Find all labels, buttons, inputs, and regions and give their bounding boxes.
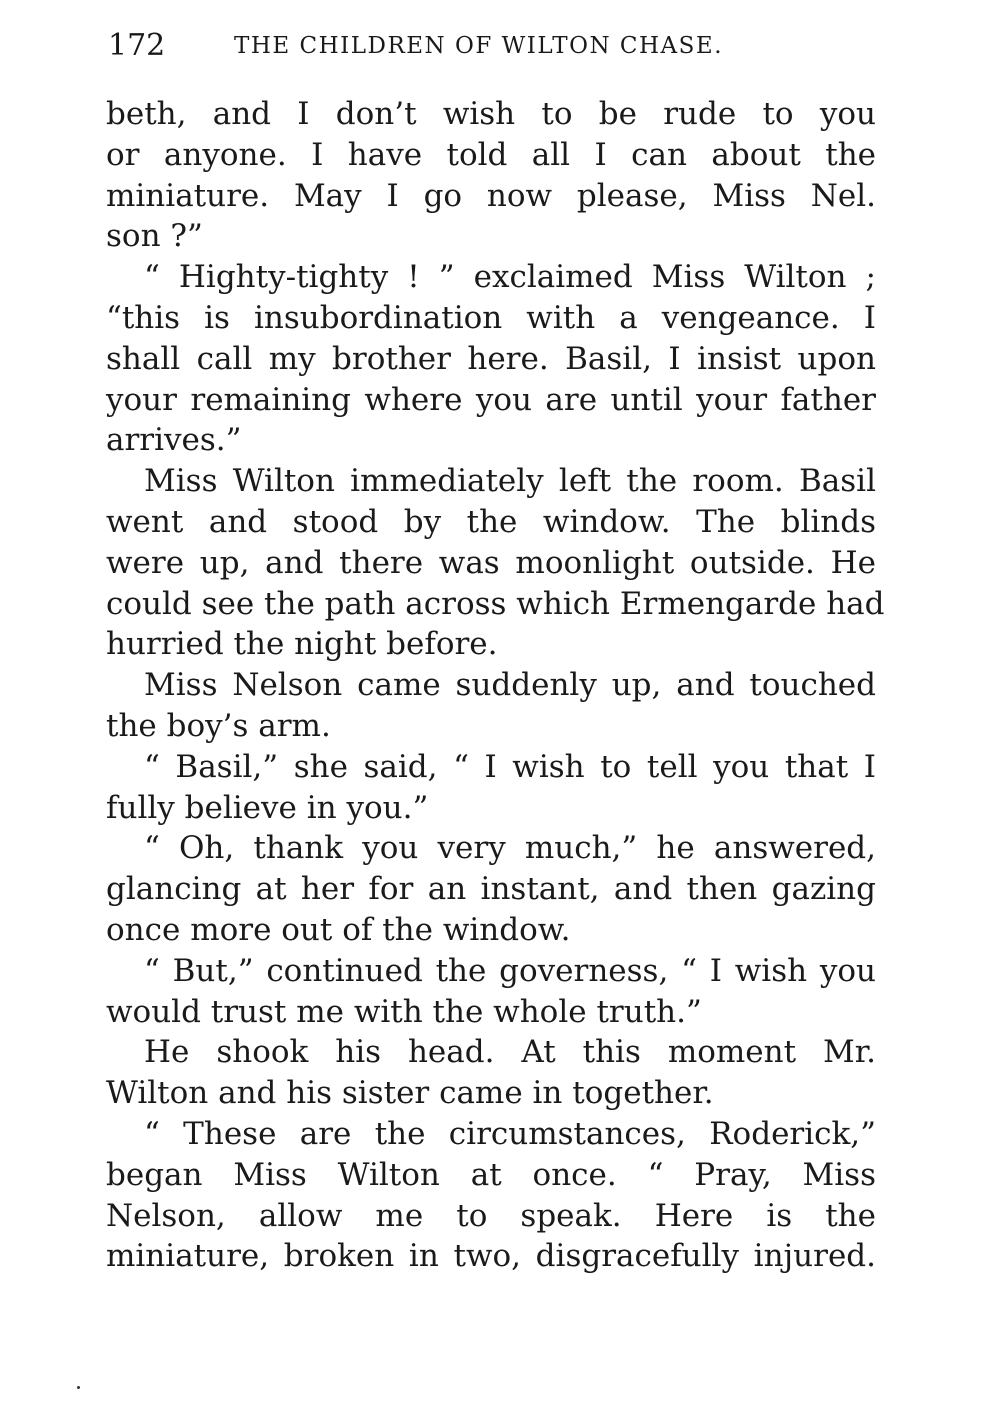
text-line: began Miss Wilton at once. “ Pray, Miss	[106, 1156, 876, 1193]
text-line: shall call my brother here. Basil, I insist upon	[106, 340, 876, 377]
text-line: arrives.”	[106, 422, 242, 459]
text-line: Miss Nelson came suddenly up, and touched	[144, 667, 876, 704]
text-line: “ Basil,” she said, “ I wish to tell you that I	[144, 748, 876, 785]
text-line: fully believe in you.”	[106, 789, 429, 826]
text-line: Miss Wilton immediately left the room. Basil	[144, 463, 876, 500]
text-line: “this is insubordination with a vengeance. I	[106, 299, 876, 336]
body-text	[106, 94, 885, 1277]
text-line: glancing at her for an instant, and then gazing	[106, 871, 876, 908]
running-head	[108, 26, 878, 66]
text-line: “ But,” continued the governess, “ I wish you	[144, 952, 876, 989]
text-line: miniature, broken in two, disgracefully injured.	[106, 1238, 876, 1275]
text-line: Wilton and his sister came in together.	[106, 1075, 714, 1112]
text-line: “ These are the circumstances, Roderick,”	[144, 1115, 876, 1152]
text-line: would trust me with the whole truth.”	[106, 993, 702, 1030]
text-line: your remaining where you are until your father	[106, 381, 876, 418]
text-line: could see the path across which Ermengarde had	[106, 585, 885, 622]
text-line: “ Oh, thank you very much,” he answered,	[144, 830, 876, 867]
text-line: Nelson, allow me to speak. Here is the	[106, 1197, 876, 1234]
running-title: THE CHILDREN OF WILTON CHASE.	[234, 33, 724, 59]
text-line: hurried the night before.	[106, 626, 498, 663]
text-line: were up, and there was moonlight outside. He	[106, 544, 876, 581]
text-line: the boy’s arm.	[106, 707, 331, 744]
text-line: miniature. May I go now please, Miss Nel.	[106, 177, 876, 214]
ink-speck	[77, 1386, 80, 1389]
text-line: or anyone. I have told all I can about the	[106, 136, 876, 173]
text-line: once more out of the window.	[106, 911, 571, 948]
page-number: 172	[108, 28, 166, 63]
text-line: beth, and I don’t wish to be rude to you	[106, 96, 876, 132]
text-line: went and stood by the window. The blinds	[106, 503, 876, 540]
text-line: “ Highty-tighty ! ” exclaimed Miss Wilton ;	[144, 259, 876, 296]
text-line: son ?”	[106, 218, 203, 255]
text-line: He shook his head. At this moment Mr.	[144, 1034, 876, 1071]
